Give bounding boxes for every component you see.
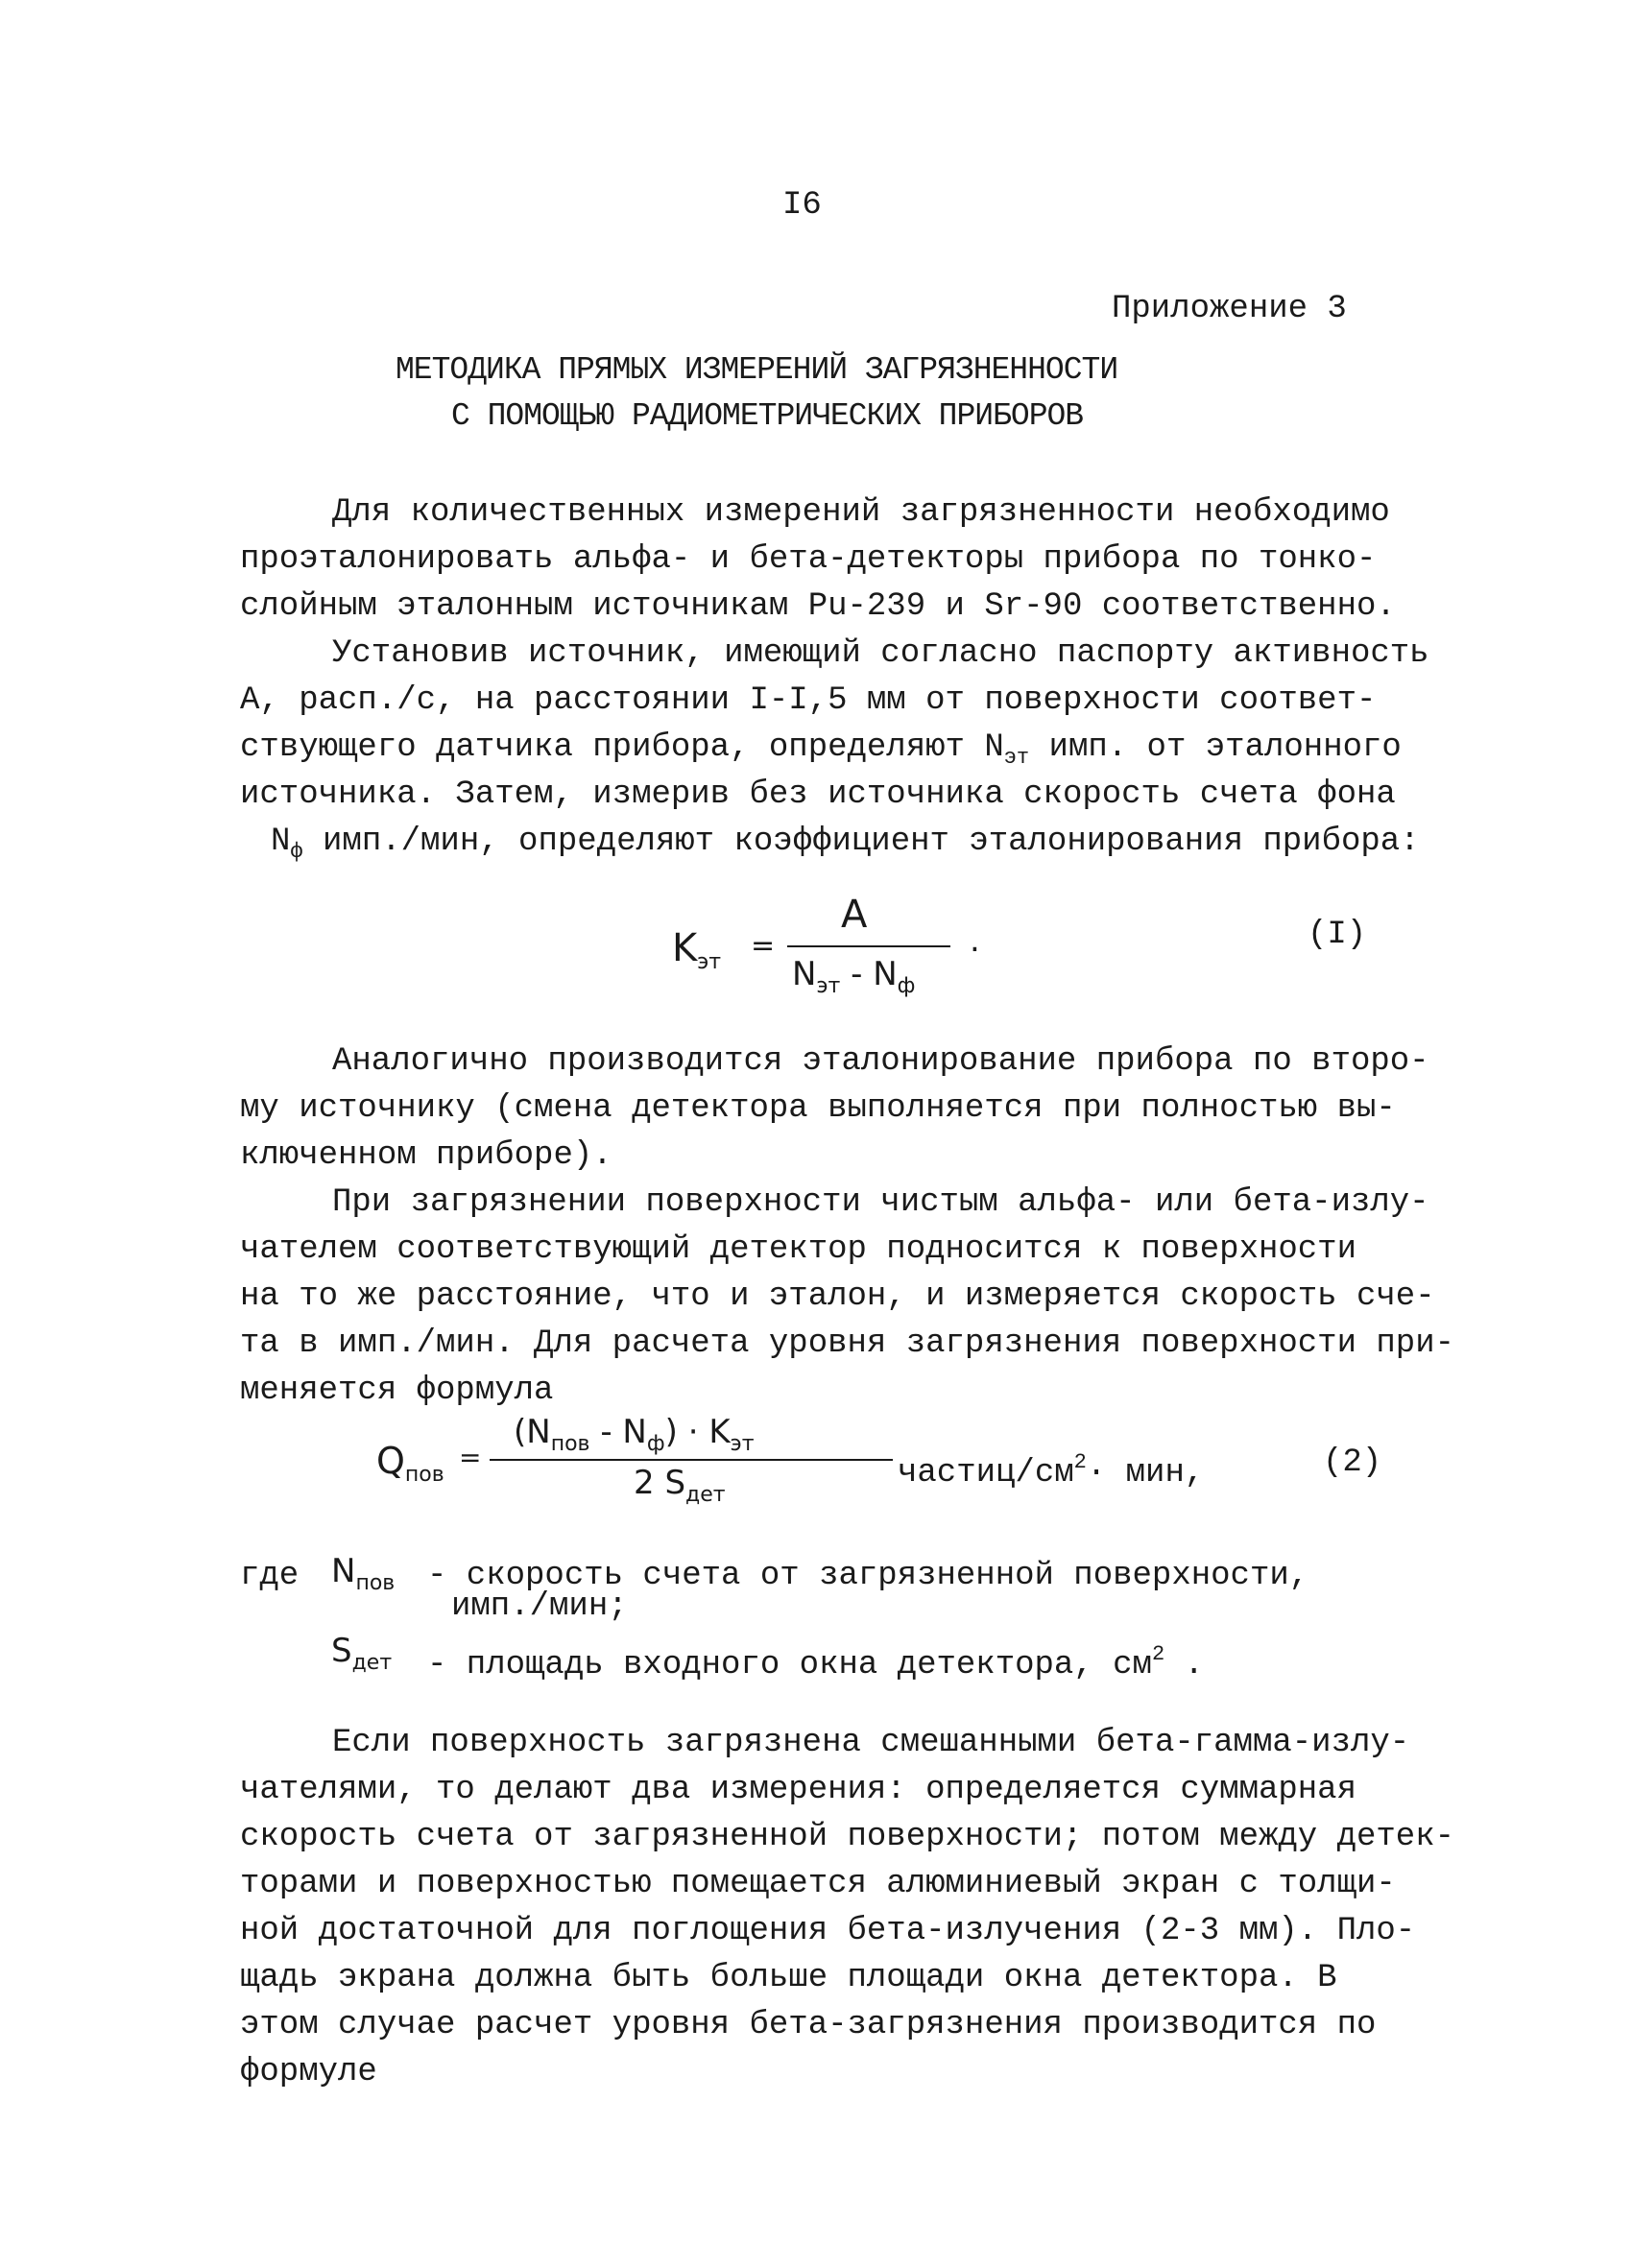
paragraph-3-line-3: ключенном приборе). — [240, 1137, 612, 1174]
text-span: ствующего датчика прибора, определяют N — [240, 729, 1004, 766]
paragraph-5-line-5: ной достаточной для поглощения бета-излучения (2-3 мм). Пло- — [240, 1913, 1416, 1949]
paragraph-4-line-1: При загрязнении поверхности чистым альфа- или бета-излу- — [332, 1184, 1429, 1221]
definition-1-text-1: - скорость счета от загрязненной поверхности, — [427, 1558, 1309, 1594]
paragraph-5-line-8: формуле — [240, 2054, 377, 2090]
formula-2-units — [898, 1440, 1204, 1496]
text-span: ) · K — [664, 1413, 731, 1451]
text-span: · мин, — [1086, 1455, 1205, 1492]
paragraph-3-line-2: му источнику (смена детектора выполняется при полностью вы- — [240, 1090, 1396, 1127]
paragraph-4-line-5: меняется формула — [240, 1373, 554, 1409]
subscript: эт — [1003, 746, 1030, 770]
subscript: ф — [897, 974, 916, 998]
formula-1-equals: = — [751, 929, 776, 963]
formula-1-numerator: A — [841, 893, 868, 937]
subscript: эт — [697, 950, 722, 974]
title-line-1: МЕТОДИКА ПРЯМЫХ ИЗМЕРЕНИЙ ЗАГРЯЗНЕННОСТИ — [396, 352, 1118, 388]
subscript: дет — [685, 1483, 726, 1507]
paragraph-4-line-2: чателем соответствующий детектор подносится к поверхности — [240, 1231, 1356, 1268]
paragraph-2-line-5 — [271, 819, 1420, 875]
paragraph-2-line-1: Установив источник, имеющий согласно паспорту активность — [332, 635, 1429, 672]
paragraph-3-line-1: Аналогично производится эталонирование прибора по второ- — [332, 1043, 1429, 1080]
page-number: I6 — [782, 187, 822, 224]
formula-2-fraction-bar — [490, 1459, 893, 1461]
where-word: где — [240, 1558, 300, 1594]
subscript: пов — [550, 1432, 590, 1456]
formula-1-dot: . — [970, 921, 980, 960]
formula-2-denominator — [634, 1464, 726, 1507]
subscript: ф — [646, 1432, 665, 1456]
text-span: имп./мин, определяют коэффициент эталонирования прибора: — [302, 824, 1420, 860]
text-span: (N — [514, 1413, 551, 1451]
paragraph-5-line-2: чателями, то делают два измерения: определяется суммарная — [240, 1772, 1356, 1808]
text-span: - N — [589, 1413, 647, 1451]
superscript: 2 — [1073, 1450, 1087, 1474]
text-span: 2 S — [634, 1464, 686, 1502]
paragraph-1-line-2: проэталонировать альфа- и бета-детекторы прибора по тонко- — [240, 541, 1377, 578]
minus-sign: - — [840, 955, 874, 993]
text-span: имп. от эталонного — [1029, 729, 1402, 766]
definition-2-text — [427, 1632, 1204, 1688]
superscript: 2 — [1151, 1642, 1165, 1666]
symbol-n: N — [873, 955, 898, 993]
paragraph-2-line-2: A, расп./с, на расстоянии I-I,5 мм от поверхности соответ- — [240, 682, 1377, 719]
symbol-q: Q — [376, 1440, 405, 1482]
symbol-n: N — [792, 955, 817, 993]
subscript: пов — [404, 1463, 444, 1487]
text-span: частиц/см — [898, 1455, 1074, 1492]
definition-2-symbol — [331, 1632, 392, 1675]
definition-1-symbol — [331, 1552, 395, 1595]
paragraph-5-line-1: Если поверхность загрязнена смешанными бета-гамма-излу- — [332, 1725, 1410, 1761]
text-span: - площадь входного окна детектора, см — [427, 1647, 1152, 1683]
symbol-k: K — [672, 926, 698, 970]
formula-2-lhs — [376, 1440, 444, 1487]
symbol-n: N — [331, 1552, 356, 1590]
paragraph-5-line-4: торами и поверхностью помещается алюминиевый экран с толщи- — [240, 1866, 1396, 1902]
paragraph-4-line-3: на то же расстояние, что и эталон, и измеряется скорость сче- — [240, 1278, 1435, 1315]
formula-2-number: (2) — [1323, 1444, 1382, 1481]
subscript: пов — [355, 1571, 396, 1595]
text-span: . — [1164, 1647, 1204, 1683]
paragraph-2-line-4: источника. Затем, измерив без источника скорость счета фона — [240, 776, 1396, 813]
definition-1-text-2: имп./мин; — [451, 1588, 628, 1625]
subscript: ф — [290, 840, 303, 864]
formula-1-number: (I) — [1308, 917, 1367, 953]
paragraph-5-line-3: скорость счета от загрязненной поверхности; потом между детек- — [240, 1819, 1455, 1855]
formula-2-equals: = — [459, 1442, 482, 1473]
paragraph-1-line-3: слойным эталонным источникам Pu-239 и Sr-90 соответственно. — [240, 588, 1396, 625]
text-span: N — [271, 824, 291, 860]
subscript: дет — [351, 1651, 393, 1675]
formula-1-fraction-bar — [787, 945, 950, 947]
subscript: эт — [730, 1432, 755, 1456]
formula-2-numerator — [514, 1413, 755, 1456]
subscript: эт — [816, 974, 841, 998]
formula-1-lhs — [672, 926, 721, 974]
formula-1-denominator — [792, 955, 915, 998]
paragraph-4-line-4: та в имп./мин. Для расчета уровня загрязнения поверхности при- — [240, 1325, 1455, 1362]
paragraph-1-line-1: Для количественных измерений загрязненности необходимо — [332, 494, 1390, 531]
symbol-s: S — [331, 1632, 352, 1670]
appendix-label: Приложение 3 — [1112, 291, 1347, 327]
paragraph-5-line-7: этом случае расчет уровня бета-загрязнения производится по — [240, 2007, 1377, 2043]
paragraph-5-line-6: щадь экрана должна быть больше площади окна детектора. В — [240, 1960, 1337, 1996]
title-line-2: С ПОМОЩЬЮ РАДИОМЕТРИЧЕСКИХ ПРИБОРОВ — [451, 398, 1084, 434]
